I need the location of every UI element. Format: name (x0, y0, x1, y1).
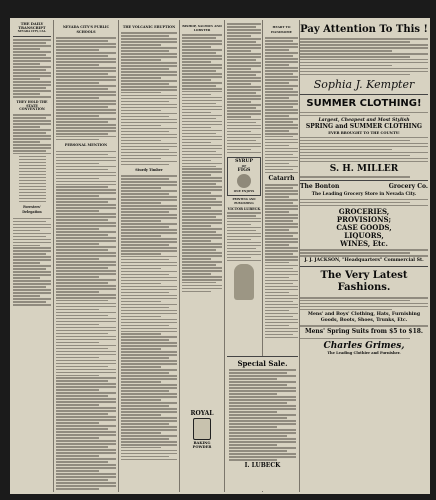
headline-timber: Sturdy Timber (135, 168, 163, 173)
spring-line: SPRING and SUMMER CLOTHING (305, 122, 423, 130)
bonton-row (300, 183, 428, 190)
provisions-line: PROVISIONS; (336, 214, 392, 224)
baking-powder-label: BAKING POWDER (192, 441, 212, 450)
body-text (265, 184, 298, 338)
column-rule (179, 20, 180, 492)
ad-column (300, 20, 428, 492)
syrup-of-figs-ad (227, 157, 261, 195)
fashions-heading: The Very Latest Fashions. (320, 269, 408, 293)
body-text (56, 37, 116, 140)
body-text (300, 176, 428, 178)
body-text (300, 137, 428, 162)
special-sale-heading: Special Sale. (237, 359, 288, 368)
body-text (265, 37, 298, 173)
body-text (121, 32, 177, 165)
headline-schools: NEVADA CITY'S PUBLIC SCHOOLS (62, 25, 110, 35)
summer-clothing-heading: SUMMER CLOTHING! (306, 98, 422, 110)
syrup-figs-label: FIGS (237, 168, 251, 174)
divider (300, 180, 428, 181)
body-text (227, 23, 261, 153)
newspaper-page (10, 18, 430, 494)
syrup-of-label: OF (241, 164, 247, 169)
body-text (56, 151, 116, 490)
case-goods-line: CASE GOODS, (336, 222, 392, 232)
syrup-label: SYRUP (235, 159, 253, 165)
leading-line: The Leading Grocery Store in Nevada City. (311, 191, 417, 197)
body-text (300, 338, 428, 340)
masthead-subtitle: NEVADA CITY, CAL. (17, 30, 47, 33)
body-text (300, 249, 428, 257)
column-rule (224, 20, 225, 492)
jackson-line: J. J. JACKSON, "Headquarters" Commercial St. (304, 257, 424, 263)
body-text (300, 38, 428, 75)
largest-line: Largest, Cheapest and Most Stylish (318, 117, 410, 123)
divider (300, 266, 428, 267)
masthead-name: THE DAILY TRANSCRIPT (18, 22, 46, 30)
headline-bishop: BISHOP, SALMON AND LOBSTER (182, 24, 222, 32)
headline-foresters: Foresters' Delegation (22, 205, 42, 215)
wines-line: WINES, Etc. (340, 238, 388, 248)
grocery-label: Grocery Co. (388, 182, 428, 190)
attention-heading: Pay Attention To This ! (300, 24, 428, 35)
body-text (227, 212, 261, 261)
royal-baking-powder-ad (184, 410, 220, 470)
body-text (13, 39, 51, 97)
groceries-line: GROCERIES, (338, 206, 390, 216)
divider (13, 36, 51, 37)
suits-line: Mens' Spring Suits from $5 to $18. (304, 328, 424, 336)
royal-label: ROYAL (190, 410, 214, 417)
charles-sub: The Leading Clothier and Furnisher. (327, 350, 401, 355)
lubeck-name: I. LUBECK (244, 461, 281, 469)
body-text (227, 369, 298, 460)
divider (300, 94, 428, 95)
figure-illustration-icon (237, 174, 251, 188)
body-text (300, 112, 428, 117)
body-text (300, 297, 428, 311)
liquors-line: LIQUORS, (344, 230, 384, 240)
body-text (13, 114, 51, 202)
syrup-sub: ONE ENJOYS (233, 189, 255, 194)
headline-convention: THEY HOLD THE STATE CONVENTION (16, 99, 48, 112)
miller-name: S. H. MILLER (329, 163, 399, 174)
signature: Sophia J. Kempter (313, 78, 415, 92)
column-1 (13, 22, 51, 490)
column-2 (56, 22, 116, 490)
bonton-label: The Bonton (300, 182, 340, 190)
column-rule (118, 20, 119, 492)
charles-name: Charles Grimes, (323, 340, 405, 351)
baking-powder-can-icon (193, 418, 211, 440)
special-sale-block (227, 356, 298, 491)
body-text (300, 199, 428, 207)
headline-heart: HEART TO HANDSOME (271, 25, 292, 35)
catarrh-heading: Catarrh (268, 175, 295, 183)
body-text (13, 218, 51, 306)
headline-personal: PERSONAL MENTION (64, 143, 108, 148)
column-rule (53, 20, 54, 492)
printing-line: PRINTING AND PUBLISHING (232, 197, 256, 206)
headline-volcanic: THE VOLCANIC ERUPTION (122, 25, 176, 29)
body-text (182, 34, 222, 292)
vendor-name: VICTOR LUBECK (227, 206, 261, 211)
mens-line: Mens' and Boys' Clothing, Hats, Furnishing Goods, Boots, Shoes, Trunks, Etc. (307, 311, 421, 323)
column-4 (182, 22, 222, 490)
body-text (121, 175, 177, 460)
woman-illustration-icon (234, 264, 254, 300)
body-text (300, 325, 428, 327)
column-3 (121, 22, 177, 490)
ever-line: EVER BROUGHT TO THE COUNTY! (328, 130, 400, 135)
